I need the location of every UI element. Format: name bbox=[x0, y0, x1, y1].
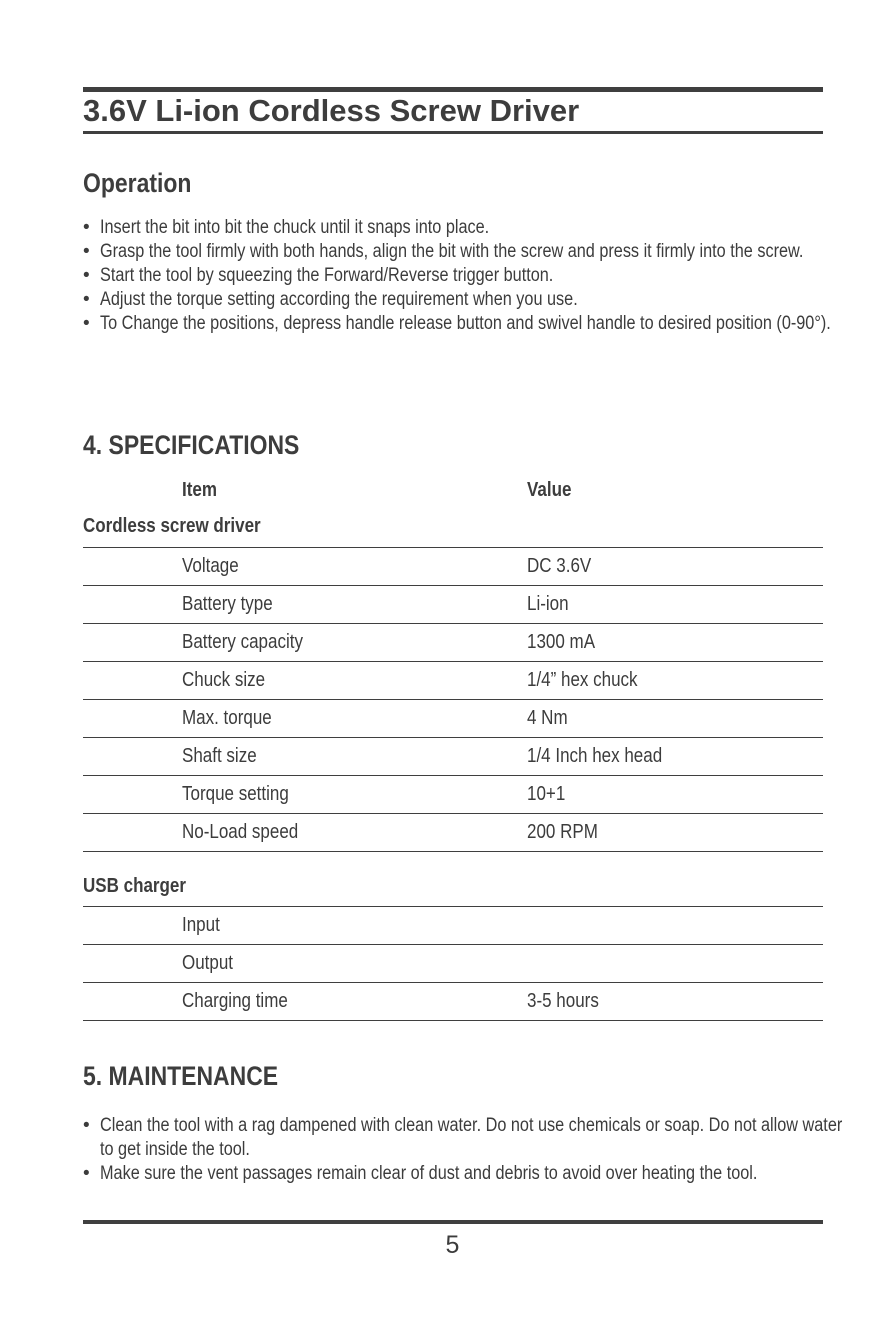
list-item: • Make sure the vent passages remain clear of dust and debris to avoid over heating the tool. bbox=[83, 1163, 758, 1184]
list-item: • Grasp the tool firmly with both hands, align the bit with the screw and press it firmly into the screw. bbox=[83, 241, 804, 262]
table-row bbox=[83, 624, 823, 662]
spec-item: Battery capacity bbox=[182, 631, 303, 653]
maintenance-list bbox=[83, 1114, 843, 1186]
spec-value: 3-5 hours bbox=[527, 990, 599, 1012]
table-row bbox=[83, 983, 823, 1021]
spec-value: 10+1 bbox=[527, 783, 566, 805]
table-row bbox=[83, 586, 823, 624]
title-underline bbox=[83, 131, 823, 134]
spec-item: Output bbox=[182, 952, 234, 974]
bullet-icon: • bbox=[83, 1163, 90, 1184]
spec-value: 200 RPM bbox=[527, 821, 598, 843]
spec-item: Input bbox=[182, 914, 220, 936]
table-row bbox=[83, 776, 823, 814]
table-row bbox=[83, 945, 823, 983]
spec-item: Charging time bbox=[182, 990, 288, 1012]
list-item: • Insert the bit into bit the chuck until it snaps into place. bbox=[83, 217, 490, 238]
list-item: • To Change the positions, depress handle release button and swivel handle to desired position (0-90°). bbox=[83, 313, 831, 334]
bullet-icon: • bbox=[83, 265, 90, 286]
page-number: 5 bbox=[445, 1231, 460, 1259]
list-item: • Start the tool by squeezing the Forward/Reverse trigger button. bbox=[83, 265, 554, 286]
list-item: • Clean the tool with a rag dampened with clean water. Do not use chemicals or soap. Do not allow water to get inside the tool. bbox=[83, 1115, 843, 1160]
spec-value: Li-ion bbox=[527, 593, 569, 615]
table-row bbox=[83, 907, 823, 945]
bullet-icon: • bbox=[83, 313, 90, 334]
spec-value: 1/4 Inch hex head bbox=[527, 745, 663, 767]
table-row bbox=[83, 662, 823, 700]
column-header-value: Value bbox=[527, 479, 572, 501]
spec-item: Chuck size bbox=[182, 669, 266, 691]
spec-value: 4 Nm bbox=[527, 707, 568, 729]
spec-value: 1300 mA bbox=[527, 631, 596, 653]
table-row bbox=[83, 548, 823, 586]
table-row bbox=[83, 700, 823, 738]
spec-value: 1/4” hex chuck bbox=[527, 669, 638, 691]
table-row bbox=[83, 738, 823, 776]
spec-item: No-Load speed bbox=[182, 821, 299, 843]
bullet-icon: • bbox=[83, 289, 90, 310]
spec-item: Torque setting bbox=[182, 783, 289, 805]
page-title: 3.6V Li-ion Cordless Screw Driver bbox=[83, 93, 580, 128]
column-header-item: Item bbox=[182, 479, 217, 501]
operation-heading: Operation bbox=[83, 168, 192, 198]
spec-table-screw-driver bbox=[83, 547, 823, 852]
group-title-usb-charger: USB charger bbox=[83, 875, 186, 897]
spec-item: Shaft size bbox=[182, 745, 257, 767]
bottom-rule bbox=[83, 1220, 823, 1224]
group-title-screw-driver: Cordless screw driver bbox=[83, 515, 261, 537]
table-row bbox=[83, 814, 823, 852]
list-item: • Adjust the torque setting according the requirement when you use. bbox=[83, 289, 578, 310]
bullet-icon: • bbox=[83, 1115, 90, 1136]
bullet-icon: • bbox=[83, 241, 90, 262]
spec-item: Max. torque bbox=[182, 707, 272, 729]
spec-item: Voltage bbox=[182, 555, 239, 577]
spec-table-usb-charger bbox=[83, 906, 823, 1021]
spec-value: DC 3.6V bbox=[527, 555, 592, 577]
bullet-icon: • bbox=[83, 217, 90, 238]
maintenance-heading: 5. MAINTENANCE bbox=[83, 1061, 279, 1091]
spec-item: Battery type bbox=[182, 593, 273, 615]
operation-list bbox=[83, 216, 843, 336]
specifications-heading: 4. SPECIFICATIONS bbox=[83, 430, 300, 460]
